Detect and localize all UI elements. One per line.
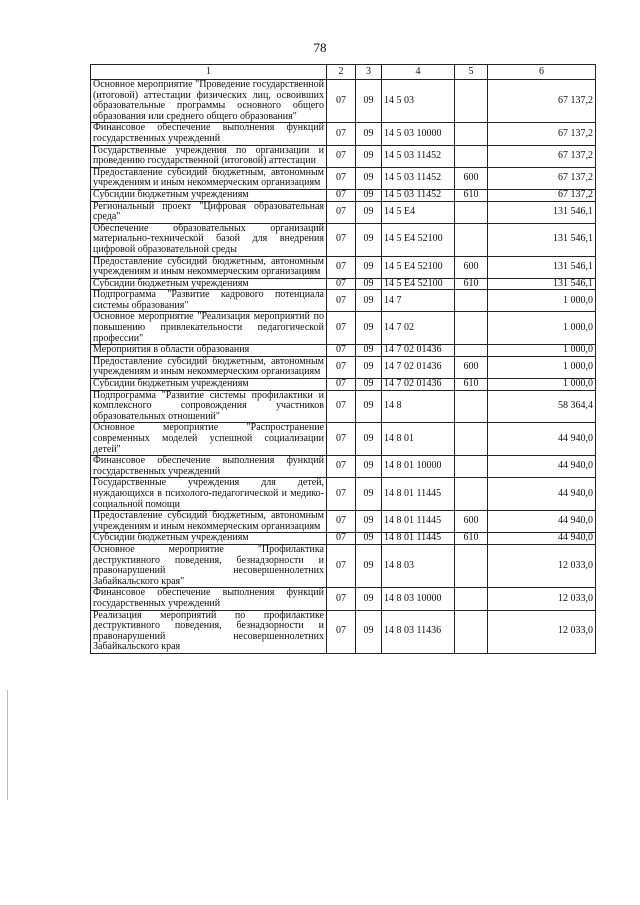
- table-row: [91, 345, 596, 357]
- table-row: [91, 223, 596, 256]
- row-subsection: 09: [356, 423, 382, 456]
- table-row: [91, 312, 596, 345]
- row-amount: 67 137,2: [488, 80, 596, 123]
- row-expense-type: [455, 390, 488, 423]
- row-description: Предоставление субсидий бюджетным, автономным учреждениям и иным некоммерческим организациям: [91, 256, 327, 278]
- row-target-code: 14 8 03 11436: [382, 610, 455, 653]
- row-expense-type: [455, 544, 488, 587]
- row-section: 07: [327, 423, 356, 456]
- row-amount: 1 000,0: [488, 290, 596, 312]
- row-target-code: 14 5 03 11452: [382, 189, 455, 201]
- row-expense-type: [455, 610, 488, 653]
- row-description: Предоставление субсидий бюджетным, автономным учреждениям и иным некоммерческим организациям: [91, 356, 327, 378]
- page-number: 78: [313, 40, 327, 55]
- table-row: [91, 610, 596, 653]
- row-target-code: 14 7 02 01436: [382, 379, 455, 391]
- row-target-code: 14 5 03 11452: [382, 167, 455, 189]
- row-amount: 1 000,0: [488, 356, 596, 378]
- row-amount: 12 033,0: [488, 588, 596, 610]
- row-amount: 58 364,4: [488, 390, 596, 423]
- row-target-code: 14 7 02: [382, 312, 455, 345]
- row-target-code: 14 8 01 10000: [382, 456, 455, 478]
- row-description: Государственные учреждения для детей, нуждающихся в психолого-педагогической и медико-социальной помощи: [91, 478, 327, 511]
- row-section: 07: [327, 123, 356, 145]
- row-expense-type: [455, 588, 488, 610]
- row-subsection: 09: [356, 610, 382, 653]
- table-row: [91, 456, 596, 478]
- row-subsection: 09: [356, 189, 382, 201]
- table-row: [91, 123, 596, 145]
- table-row: [91, 423, 596, 456]
- row-expense-type: [455, 423, 488, 456]
- row-section: 07: [327, 201, 356, 223]
- row-target-code: 14 5 03 10000: [382, 123, 455, 145]
- row-target-code: 14 8 01 11445: [382, 511, 455, 533]
- row-target-code: 14 5 E4 52100: [382, 278, 455, 290]
- table-row: [91, 167, 596, 189]
- row-subsection: 09: [356, 145, 382, 167]
- row-section: 07: [327, 145, 356, 167]
- row-target-code: 14 8 03: [382, 544, 455, 587]
- row-subsection: 09: [356, 345, 382, 357]
- table-row: [91, 544, 596, 587]
- row-amount: 44 940,0: [488, 511, 596, 533]
- row-description: Основное мероприятие "Распространение современных моделей успешной социализации детей": [91, 423, 327, 456]
- row-amount: 44 940,0: [488, 533, 596, 545]
- row-section: 07: [327, 167, 356, 189]
- row-section: 07: [327, 80, 356, 123]
- row-amount: 67 137,2: [488, 123, 596, 145]
- column-header: 5: [455, 65, 488, 80]
- row-subsection: 09: [356, 312, 382, 345]
- row-amount: 131 546,1: [488, 278, 596, 290]
- row-section: 07: [327, 588, 356, 610]
- row-target-code: 14 8 01 11445: [382, 478, 455, 511]
- row-subsection: 09: [356, 278, 382, 290]
- row-section: 07: [327, 544, 356, 587]
- table-row: [91, 379, 596, 391]
- row-subsection: 09: [356, 290, 382, 312]
- row-subsection: 09: [356, 123, 382, 145]
- row-subsection: 09: [356, 533, 382, 545]
- row-subsection: 09: [356, 588, 382, 610]
- row-expense-type: 600: [455, 256, 488, 278]
- row-amount: 12 033,0: [488, 610, 596, 653]
- row-target-code: 14 5 E4: [382, 201, 455, 223]
- row-description: Предоставление субсидий бюджетным, автономным учреждениям и иным некоммерческим организациям: [91, 511, 327, 533]
- row-expense-type: [455, 145, 488, 167]
- row-section: 07: [327, 379, 356, 391]
- row-description: Основное мероприятие "Проведение государственной (итоговой) аттестации физических лиц, освоивших образовательные программы основного общего образования или среднего общего образования": [91, 80, 327, 123]
- column-header: 2: [327, 65, 356, 80]
- row-subsection: 09: [356, 456, 382, 478]
- table-row: [91, 533, 596, 545]
- row-expense-type: [455, 201, 488, 223]
- column-header: 4: [382, 65, 455, 80]
- table-row: [91, 201, 596, 223]
- row-section: 07: [327, 356, 356, 378]
- row-subsection: 09: [356, 511, 382, 533]
- row-expense-type: 600: [455, 511, 488, 533]
- row-section: 07: [327, 390, 356, 423]
- table-row: [91, 189, 596, 201]
- row-expense-type: 610: [455, 379, 488, 391]
- row-target-code: 14 7: [382, 290, 455, 312]
- row-amount: 131 546,1: [488, 201, 596, 223]
- table-row: [91, 290, 596, 312]
- row-amount: 44 940,0: [488, 478, 596, 511]
- row-description: Субсидии бюджетным учреждениям: [91, 379, 327, 391]
- scan-edge-mark: [7, 690, 8, 800]
- column-header: 1: [91, 65, 327, 80]
- row-expense-type: [455, 123, 488, 145]
- row-amount: 1 000,0: [488, 312, 596, 345]
- row-target-code: 14 8 03 10000: [382, 588, 455, 610]
- row-amount: 1 000,0: [488, 345, 596, 357]
- table-row: [91, 256, 596, 278]
- table-row: [91, 511, 596, 533]
- row-section: 07: [327, 278, 356, 290]
- row-description: Субсидии бюджетным учреждениям: [91, 189, 327, 201]
- row-description: Финансовое обеспечение выполнения функций государственных учреждений: [91, 456, 327, 478]
- row-subsection: 09: [356, 223, 382, 256]
- row-expense-type: [455, 223, 488, 256]
- row-description: Субсидии бюджетным учреждениям: [91, 533, 327, 545]
- row-description: Основное мероприятие "Профилактика деструктивного поведения, безнадзорности и правонарушений несовершеннолетних Забайкальского края": [91, 544, 327, 587]
- budget-table: [90, 64, 596, 654]
- row-description: Обеспечение образовательных организаций материально-технической базой для внедрения цифровой образовательной среды: [91, 223, 327, 256]
- row-expense-type: 610: [455, 533, 488, 545]
- row-target-code: 14 8 01: [382, 423, 455, 456]
- table-row: [91, 278, 596, 290]
- row-expense-type: [455, 456, 488, 478]
- column-header: 3: [356, 65, 382, 80]
- row-section: 07: [327, 290, 356, 312]
- row-expense-type: [455, 345, 488, 357]
- row-section: 07: [327, 478, 356, 511]
- row-description: Финансовое обеспечение выполнения функций государственных учреждений: [91, 123, 327, 145]
- row-target-code: 14 8 01 11445: [382, 533, 455, 545]
- row-subsection: 09: [356, 201, 382, 223]
- row-subsection: 09: [356, 167, 382, 189]
- row-target-code: 14 7 02 01436: [382, 345, 455, 357]
- row-target-code: 14 5 03 11452: [382, 145, 455, 167]
- row-description: Субсидии бюджетным учреждениям: [91, 278, 327, 290]
- row-subsection: 09: [356, 544, 382, 587]
- table-row: [91, 390, 596, 423]
- row-description: Предоставление субсидий бюджетным, автономным учреждениям и иным некоммерческим организациям: [91, 167, 327, 189]
- row-amount: 12 033,0: [488, 544, 596, 587]
- table-row: [91, 588, 596, 610]
- row-expense-type: 600: [455, 356, 488, 378]
- row-section: 07: [327, 345, 356, 357]
- row-expense-type: [455, 80, 488, 123]
- row-expense-type: [455, 312, 488, 345]
- row-expense-type: 610: [455, 189, 488, 201]
- row-description: Подпрограмма "Развитие кадрового потенциала системы образования": [91, 290, 327, 312]
- row-expense-type: [455, 478, 488, 511]
- row-amount: 44 940,0: [488, 423, 596, 456]
- row-description: Региональный проект "Цифровая образовательная среда": [91, 201, 327, 223]
- row-subsection: 09: [356, 390, 382, 423]
- table-row: [91, 356, 596, 378]
- row-description: Государственные учреждения по организации и проведению государственной (итоговой) аттестации: [91, 145, 327, 167]
- row-target-code: 14 5 E4 52100: [382, 223, 455, 256]
- row-description: Финансовое обеспечение выполнения функций государственных учреждений: [91, 588, 327, 610]
- row-section: 07: [327, 223, 356, 256]
- row-section: 07: [327, 511, 356, 533]
- row-target-code: 14 5 E4 52100: [382, 256, 455, 278]
- row-target-code: 14 5 03: [382, 80, 455, 123]
- row-subsection: 09: [356, 379, 382, 391]
- row-subsection: 09: [356, 256, 382, 278]
- row-target-code: 14 8: [382, 390, 455, 423]
- row-subsection: 09: [356, 478, 382, 511]
- row-section: 07: [327, 533, 356, 545]
- row-description: Мероприятия в области образования: [91, 345, 327, 357]
- header-row: [91, 65, 596, 80]
- row-section: 07: [327, 610, 356, 653]
- row-amount: 131 546,1: [488, 223, 596, 256]
- row-description: Реализация мероприятий по профилактике деструктивного поведения, безнадзорности и правонарушений несовершеннолетних Забайкальского края: [91, 610, 327, 653]
- table-row: [91, 478, 596, 511]
- row-subsection: 09: [356, 80, 382, 123]
- row-subsection: 09: [356, 356, 382, 378]
- row-section: 07: [327, 456, 356, 478]
- row-description: Основное мероприятие "Реализация мероприятий по повышению привлекательности педагогической профессии": [91, 312, 327, 345]
- row-amount: 131 546,1: [488, 256, 596, 278]
- row-expense-type: 600: [455, 167, 488, 189]
- column-header: 6: [488, 65, 596, 80]
- row-amount: 67 137,2: [488, 167, 596, 189]
- row-amount: 67 137,2: [488, 189, 596, 201]
- table-row: [91, 145, 596, 167]
- row-section: 07: [327, 189, 356, 201]
- row-expense-type: [455, 290, 488, 312]
- row-amount: 44 940,0: [488, 456, 596, 478]
- row-section: 07: [327, 256, 356, 278]
- row-amount: 1 000,0: [488, 379, 596, 391]
- row-amount: 67 137,2: [488, 145, 596, 167]
- table-row: [91, 80, 596, 123]
- row-description: Подпрограмма "Развитие системы профилактики и комплексного сопровождения участников образовательных отношений": [91, 390, 327, 423]
- row-section: 07: [327, 312, 356, 345]
- row-expense-type: 610: [455, 278, 488, 290]
- row-target-code: 14 7 02 01436: [382, 356, 455, 378]
